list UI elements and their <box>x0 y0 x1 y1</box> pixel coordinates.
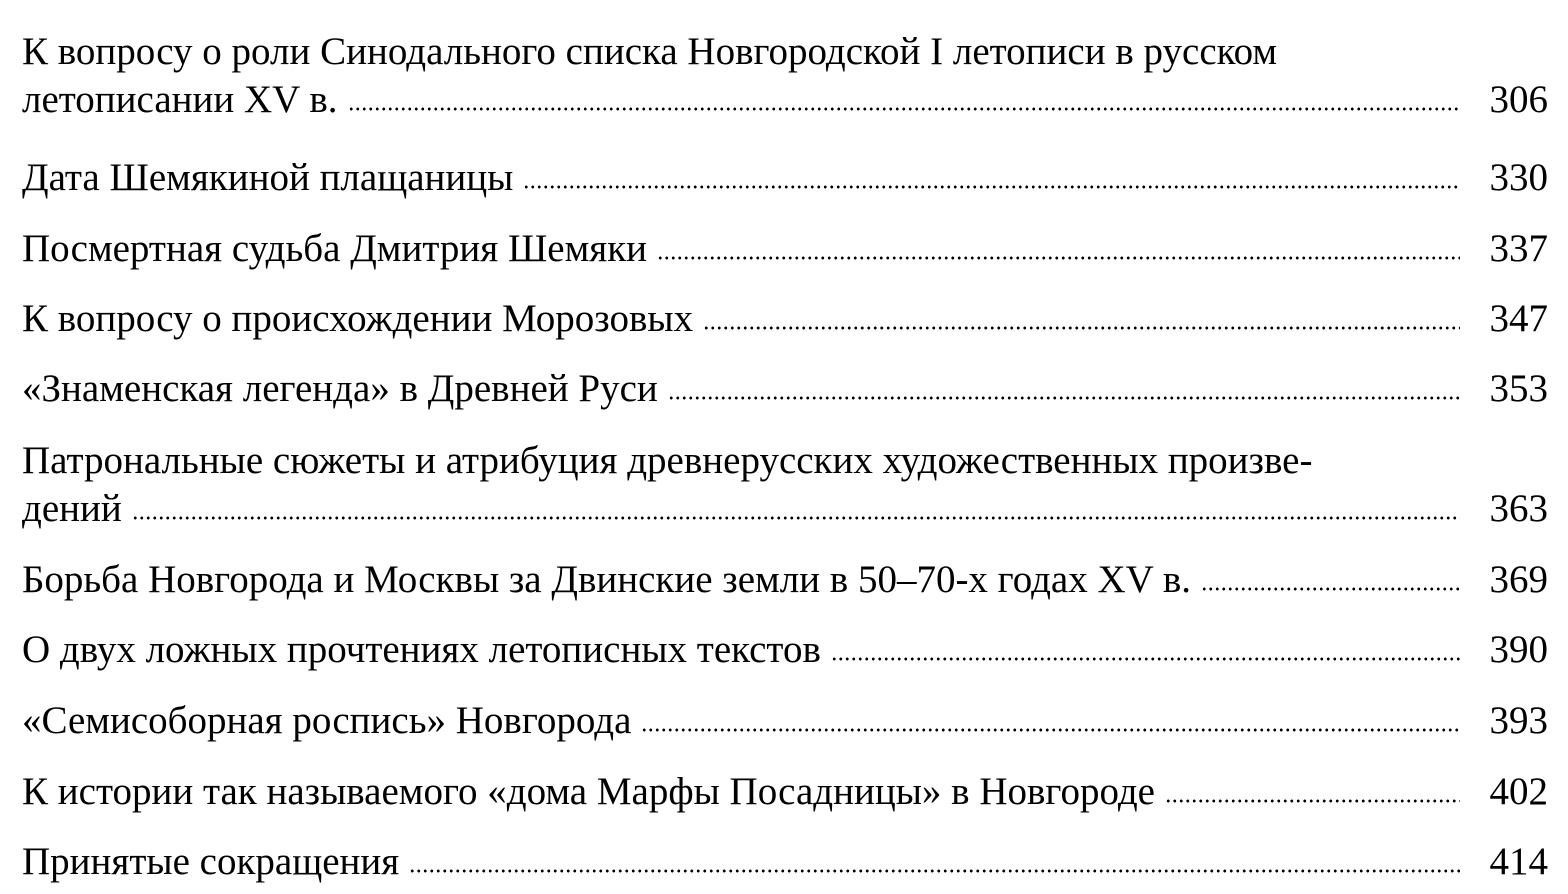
toc-entry-title: К вопросу о происхождении Морозовых <box>22 297 694 340</box>
table-of-contents <box>22 28 1548 886</box>
dot-leader <box>1201 582 1460 592</box>
toc-entry-title: Дата Шемякиной плащаницы <box>22 156 514 199</box>
toc-entry[interactable] <box>22 626 1548 674</box>
toc-entry-title: летописании XV в. <box>22 78 338 121</box>
dot-leader <box>1165 794 1460 804</box>
toc-entry-title: Принятые сокращения <box>22 840 400 883</box>
toc-entry-title: О двух ложных прочтениях летописных текстов <box>22 628 821 671</box>
dot-leader <box>132 511 1460 521</box>
toc-entry[interactable] <box>22 768 1548 816</box>
toc-entry[interactable] <box>22 154 1548 202</box>
dot-leader <box>657 251 1460 261</box>
toc-entry-page-number: 393 <box>1489 699 1548 742</box>
toc-entry-title: Посмертная судьба Дмитрия Шемяки <box>22 227 648 270</box>
dot-leader <box>641 723 1460 733</box>
toc-entry-page-number: 347 <box>1489 297 1548 340</box>
dot-leader <box>409 864 1460 874</box>
dot-leader <box>668 391 1460 401</box>
toc-entry[interactable] <box>22 28 1548 124</box>
toc-entry-page-number: 402 <box>1489 770 1548 813</box>
toc-entry-title: «Знаменская легенда» в Древней Руси <box>22 367 658 410</box>
toc-entry[interactable] <box>22 838 1548 886</box>
toc-entry[interactable] <box>22 697 1548 745</box>
toc-entry-page-number: 363 <box>1489 487 1548 530</box>
toc-entry-page-number: 353 <box>1489 367 1548 410</box>
toc-entry-title: «Семисоборная роспись» Новгорода <box>22 699 632 742</box>
toc-entry-page-number: 330 <box>1489 156 1548 199</box>
toc-entry-title: Борьба Новгорода и Москвы за Двинские земли в 50–70-х годах XV в. <box>22 558 1192 601</box>
toc-entry-page-number: 390 <box>1489 628 1548 671</box>
toc-entry[interactable] <box>22 225 1548 273</box>
dot-leader <box>703 321 1460 331</box>
dot-leader <box>348 102 1460 112</box>
toc-entry-page-number: 414 <box>1489 840 1548 883</box>
toc-entry-title: дений <box>22 487 122 530</box>
toc-entry-title-line1: Патрональные сюжеты и атрибуция древнерусских художественных произве- <box>22 439 1313 482</box>
toc-entry-page-number: 369 <box>1489 558 1548 601</box>
toc-entry[interactable] <box>22 365 1548 413</box>
toc-entry-title-line1: К вопросу о роли Синодального списка Новгородской I летописи в русском <box>22 30 1278 73</box>
dot-leader <box>831 652 1460 662</box>
toc-entry[interactable] <box>22 437 1548 533</box>
dot-leader <box>523 180 1460 190</box>
toc-entry-page-number: 306 <box>1489 78 1548 121</box>
toc-entry[interactable] <box>22 295 1548 343</box>
toc-entry[interactable] <box>22 556 1548 604</box>
toc-entry-page-number: 337 <box>1489 227 1548 270</box>
toc-entry-title: К истории так называемого «дома Марфы Посадницы» в Новгороде <box>22 770 1155 813</box>
